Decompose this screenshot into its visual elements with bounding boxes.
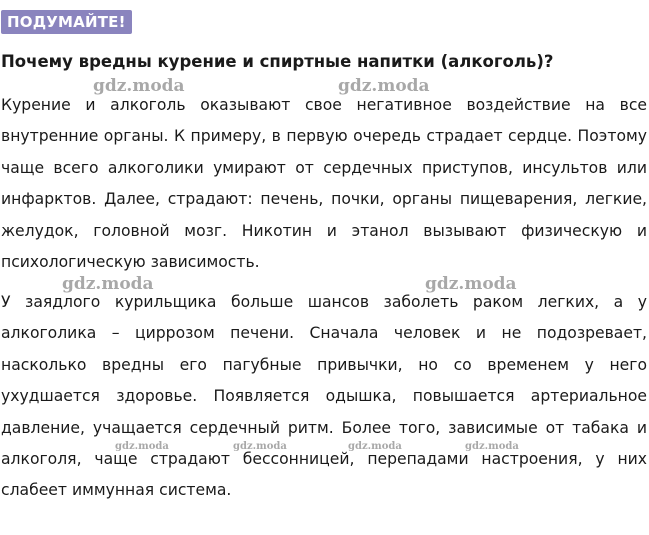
watermark: gdz.moda: [115, 441, 169, 452]
watermark: gdz.moda: [348, 441, 402, 452]
watermark: gdz.moda: [465, 441, 519, 452]
think-badge: ПОДУМАЙТЕ!: [1, 10, 132, 34]
watermark: gdz.moda: [62, 274, 154, 294]
watermark: gdz.moda: [233, 441, 287, 452]
answer-paragraph-1: Курение и алкоголь оказывают свое негативное воздействие на все внутренние органы. К примеру, в первую очередь страдает сердце. Поэтому чаще всего алкоголики умирают от сердечных приступов, инсультов или инфарктов. Далее, страдают: печень, почки, органы пищеварения, легкие, желудок, головной мозг. Никотин и этанол вызывают физическую и психологическую зависимость.: [1, 96, 647, 272]
watermark: gdz.moda: [93, 76, 185, 96]
question-heading: Почему вредны курение и спиртные напитки (алкоголь)?: [1, 52, 554, 71]
watermark: gdz.moda: [338, 76, 430, 96]
watermark: gdz.moda: [425, 274, 517, 294]
answer-paragraph-2: У заядлого курильщика больше шансов заболеть раком легких, а у алкоголика – циррозом печени. Сначала человек и не подозревает, насколько вредны его пагубные привычки, но со временем у него ухудшается здоровье. Появляется одышка, повышается артериальное давление, учащается сердечный ритм. Более того, зависимые от табака и алкоголя, чаще страдают бессонницей, перепадами настроения, у них слабеет иммунная система.: [1, 293, 647, 500]
